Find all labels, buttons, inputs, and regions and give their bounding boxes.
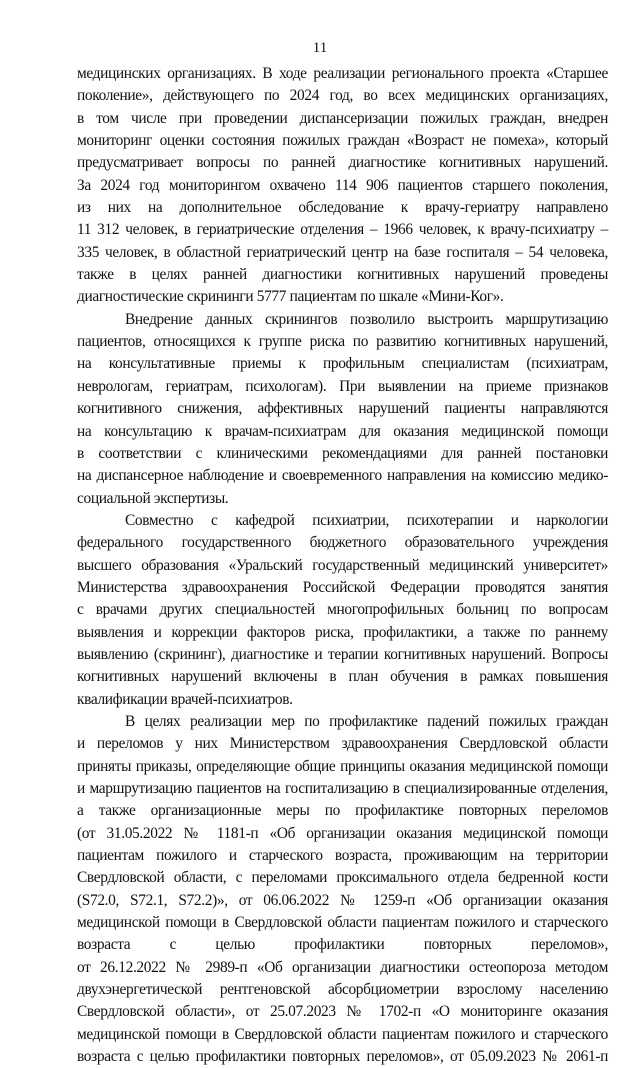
text-line: предусматривает вопросы по ранней диагностике когнитивных нарушений. bbox=[77, 154, 608, 172]
text-line: возраста с целью профилактики повторных переломов», bbox=[77, 936, 608, 954]
text-line: пациентам пожилого и старческого возраста, проживающим на территории bbox=[77, 847, 608, 865]
text-line: медицинских организациях. В ходе реализации регионального проекта «Старшее bbox=[77, 65, 608, 82]
text-line: когнитивного снижения, аффективных нарушений пациенты направляются bbox=[77, 400, 608, 418]
text-line: Министерства здравоохранения Российской Федерации проводятся занятия bbox=[77, 578, 608, 596]
text-line: выявлению (скрининг), диагностике и терапии когнитивных нарушений. Вопросы bbox=[77, 645, 608, 663]
text-line: социальной экспертизы. bbox=[77, 489, 229, 507]
paragraph bbox=[77, 510, 608, 711]
text-line: (S72.0, S72.1, S72.2)», от 06.06.2022 № 1259-п «Об организации оказания bbox=[77, 891, 608, 909]
text-line: неврологам, гериатрам, психологам). При выявлении на приеме признаков bbox=[77, 377, 608, 395]
text-line: выявления и коррекции факторов риска, профилактики, а также по раннему bbox=[77, 623, 608, 641]
text-line: 335 человек, в областной гериатрический центр на базе госпиталя – 54 человека, bbox=[77, 243, 608, 261]
text-line: на консультацию к врачам-психиатрам для оказания медицинской помощи bbox=[77, 422, 608, 440]
text-line: в том числе при проведении диспансеризации пожилых граждан, внедрен bbox=[77, 109, 608, 127]
text-line: 11 312 человек, в гериатрические отделения – 1966 человек, к врачу-психиатру – bbox=[77, 221, 608, 239]
text-line: и маршрутизацию пациентов на госпитализацию в специализированные отделения, bbox=[77, 780, 608, 797]
text-line: с врачами других специальностей многопрофильных больниц по вопросам bbox=[77, 601, 608, 619]
text-line: Свердловской области», от 25.07.2023 № 1702-п «О мониторинге оказания bbox=[77, 1003, 608, 1021]
text-line: медицинской помощи в Свердловской области пациентам пожилого и старческого bbox=[77, 914, 608, 932]
text-line: медицинской помощи в Свердловской области пациентам пожилого и старческого bbox=[77, 1025, 608, 1043]
document-body bbox=[77, 63, 608, 1068]
page-number: 11 bbox=[312, 40, 328, 56]
paragraph bbox=[77, 309, 608, 510]
text-line: и переломов у них Министерством здравоохранения Свердловской области bbox=[77, 735, 608, 753]
text-line: федерального государственного бюджетного образовательного учреждения bbox=[77, 534, 608, 552]
text-line: двухэнергетической рентгеновской абсорбциометрии взрослому населению bbox=[77, 981, 608, 999]
text-line: от 26.12.2022 № 2989-п «Об организации диагностики остеопороза методом bbox=[77, 958, 608, 976]
paragraph bbox=[77, 63, 608, 309]
text-line: квалификации врачей-психиатров. bbox=[77, 690, 293, 708]
text-line: Внедрение данных скринингов позволило выстроить маршрутизацию bbox=[125, 310, 608, 328]
text-line: приняты приказы, определяющие общие принципы оказания медицинской помощи bbox=[77, 757, 608, 775]
text-line: В целях реализации мер по профилактике падений пожилых граждан bbox=[125, 712, 608, 730]
text-line: За 2024 год мониторингом охвачено 114 906 пациентов старшего поколения, bbox=[77, 176, 608, 194]
text-line: в соответствии с клиническими рекомендациями для ранней постановки bbox=[77, 444, 608, 462]
text-line: высшего образования «Уральский государственный медицинский университет» bbox=[77, 556, 608, 574]
text-line: на диспансерное наблюдение и своевременного направления на комиссию медико- bbox=[77, 467, 608, 485]
text-line: когнитивных нарушений включены в план обучения в рамках повышения bbox=[77, 668, 608, 686]
text-line: пациентов, относящихся к группе риска по развитию когнитивных нарушений, bbox=[77, 333, 608, 351]
text-line: возраста с целью профилактики повторных переломов», от 05.09.2023 № 2061-п bbox=[77, 1048, 608, 1066]
text-line: поколение», действующего по 2024 год, во всех медицинских организациях, bbox=[77, 87, 608, 105]
text-line: мониторинг оценки состояния пожилых граждан «Возраст не помеха», который bbox=[77, 132, 608, 150]
text-line: Совместно с кафедрой психиатрии, психотерапии и наркологии bbox=[125, 511, 608, 529]
text-line: (от 31.05.2022 № 1181-п «Об организации оказания медицинской помощи bbox=[77, 824, 608, 842]
paragraph bbox=[77, 711, 608, 1068]
text-line: также в целях ранней диагностики когнитивных нарушений проведены bbox=[77, 266, 608, 284]
text-line: на консультативные приемы к профильным специалистам (психиатрам, bbox=[77, 355, 608, 373]
text-line: Свердловской области, с переломами проксимального отдела бедренной кости bbox=[77, 869, 608, 887]
text-line: а также организационные меры по профилактике повторных переломов bbox=[77, 802, 608, 820]
text-line: диагностические скрининги 5777 пациентам по шкале «Мини-Ког». bbox=[77, 288, 504, 306]
text-line: из них на дополнительное обследование к врачу-гериатру направлено bbox=[77, 199, 608, 217]
